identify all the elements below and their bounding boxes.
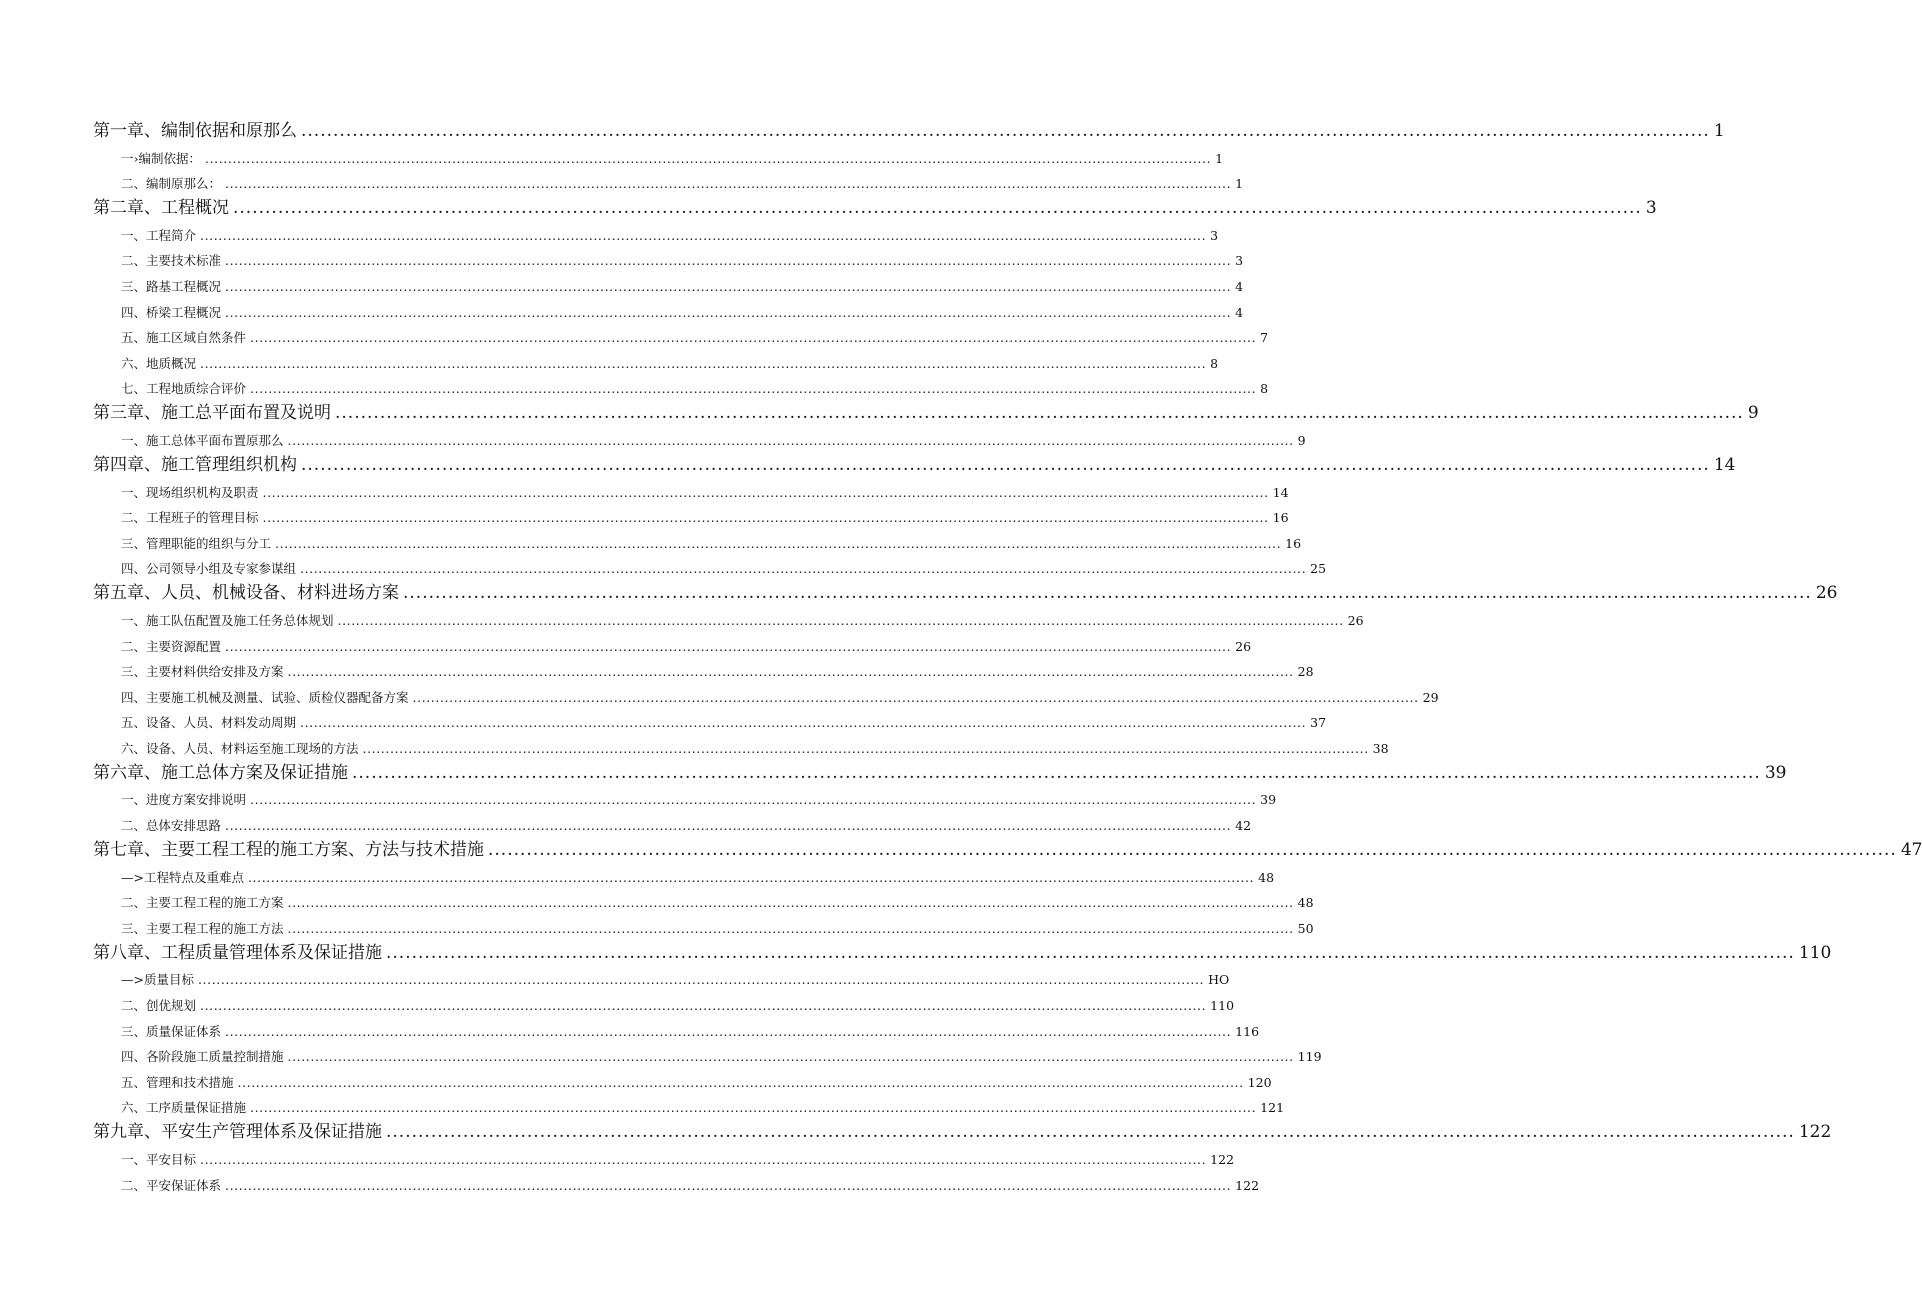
toc-section-entry[interactable] xyxy=(93,681,1439,707)
toc-section-entry[interactable] xyxy=(93,964,1230,990)
toc-entry-title: 三、路基工程概况 xyxy=(121,278,222,294)
toc-section-entry[interactable] xyxy=(93,1092,1285,1118)
dot-leader: ............................................................................................................................................................................................................................ xyxy=(225,176,1232,192)
toc-entry-title: 三、主要工程工程的施工方法 xyxy=(121,920,284,936)
toc-section-entry[interactable] xyxy=(93,630,1252,656)
toc-entry-title: 一、工程简介 xyxy=(121,227,197,243)
toc-entry-title: 二、平安保证体系 xyxy=(121,1177,222,1193)
toc-page-number: 16 xyxy=(1272,510,1289,526)
toc-section-entry[interactable] xyxy=(93,476,1289,502)
toc-page-number: 9 xyxy=(1297,432,1306,448)
toc-page-number: 3 xyxy=(1210,227,1219,243)
toc-section-entry[interactable] xyxy=(93,1066,1272,1092)
toc-page-number: 110 xyxy=(1210,998,1235,1014)
toc-entry-title: 第五章、人员、机械设备、材料进场方案 xyxy=(93,583,399,604)
toc-entry-title: 四、主要施工机械及测量、试验、质检仪器配备方案 xyxy=(121,689,409,705)
toc-entry-title: —>质量目标 xyxy=(121,972,194,988)
toc-entry-title: 二、创优规划 xyxy=(121,998,197,1014)
toc-section-entry[interactable] xyxy=(93,245,1244,271)
toc-page-number: 122 xyxy=(1235,1177,1260,1193)
toc-page-number: 4 xyxy=(1235,278,1244,294)
toc-entry-title: 二、工程班子的管理目标 xyxy=(121,510,259,526)
dot-leader: ............................................................................................................................................................................................................................ xyxy=(301,454,1710,475)
toc-page-number: 1 xyxy=(1235,176,1244,192)
toc-page-number: 48 xyxy=(1297,895,1314,911)
toc-section-entry[interactable] xyxy=(93,1169,1260,1195)
toc-page-number: 120 xyxy=(1247,1074,1272,1090)
toc-entry-title: 第一章、编制依据和原那么 xyxy=(93,121,297,141)
toc-entry-title: 第二章、工程概况 xyxy=(93,198,229,219)
toc-page-number: 116 xyxy=(1235,1023,1260,1039)
toc-page-number: 3 xyxy=(1645,198,1657,219)
toc-chapter-entry[interactable] xyxy=(93,398,1759,424)
toc-section-entry[interactable] xyxy=(93,1015,1260,1041)
toc-chapter-entry[interactable] xyxy=(93,835,1922,861)
dot-leader: ............................................................................................................................................................................................................................ xyxy=(287,1049,1294,1065)
toc-entry-title: 一、施工队伍配置及施工任务总体规划 xyxy=(121,612,334,628)
toc-entry-title: —>工程特点及重难点 xyxy=(121,869,244,885)
dot-leader: ............................................................................................................................................................................................................................ xyxy=(287,432,1294,448)
dot-leader: ............................................................................................................................................................................................................................ xyxy=(237,1074,1244,1090)
toc-section-entry[interactable] xyxy=(93,142,1224,168)
toc-page-number: 37 xyxy=(1310,715,1327,731)
toc-page-number: 47 xyxy=(1900,840,1922,861)
toc-page-number: 8 xyxy=(1260,381,1269,397)
toc-page-number: 8 xyxy=(1210,355,1219,371)
toc-page-number: 42 xyxy=(1235,818,1252,834)
toc-entry-title: 第八章、工程质量管理体系及保证措施 xyxy=(93,942,382,963)
toc-section-entry[interactable] xyxy=(93,707,1327,733)
dot-leader: ............................................................................................................................................................................................................................ xyxy=(225,638,1232,654)
toc-entry-title: 六、设备、人员、材料运至施工现场的方法 xyxy=(121,740,359,756)
toc-section-entry[interactable] xyxy=(93,732,1389,758)
toc-page-number: 119 xyxy=(1297,1049,1322,1065)
toc-entry-title: 一、施工总体平面布置原那么 xyxy=(121,432,284,448)
toc-entry-title: 四、桥梁工程概况 xyxy=(121,304,222,320)
toc-entry-title: 一、进度方案安排说明 xyxy=(121,792,247,808)
toc-section-entry[interactable] xyxy=(93,347,1219,373)
dot-leader: ............................................................................................................................................................................................................................ xyxy=(250,792,1257,808)
toc-entry-title: 一、平安目标 xyxy=(121,1152,197,1167)
dot-leader: ............................................................................................................................................................................................................................ xyxy=(386,942,1795,963)
toc-page-number: 38 xyxy=(1372,740,1389,756)
toc-page-number: 26 xyxy=(1347,612,1364,628)
toc-entry-title: 一、现场组织机构及职责 xyxy=(121,484,259,500)
toc-page-number: 39 xyxy=(1764,762,1787,783)
dot-leader: ............................................................................................................................................................................................................................ xyxy=(197,972,1205,988)
dot-leader: ............................................................................................................................................................................................................................ xyxy=(337,612,1344,628)
toc-entry-title: 第三章、施工总平面布置及说明 xyxy=(93,403,331,424)
toc-section-entry[interactable] xyxy=(93,270,1244,296)
dot-leader: ............................................................................................................................................................................................................................ xyxy=(362,740,1369,756)
toc-entry-title: 二、编制原那么： xyxy=(121,176,222,192)
toc-entry-title: 五、设备、人员、材料发动周期 xyxy=(121,715,297,731)
dot-leader: ............................................................................................................................................................................................................................ xyxy=(225,253,1232,269)
toc-page-number: 9 xyxy=(1747,403,1759,424)
toc-entry-title: 三、管理职能的组织与分工 xyxy=(121,535,272,551)
dot-leader: ............................................................................................................................................................................................................................ xyxy=(250,381,1257,397)
toc-entry-title: 二、主要技术标准 xyxy=(121,253,222,269)
dot-leader: ............................................................................................................................................................................................................................ xyxy=(301,121,1710,141)
dot-leader: ............................................................................................................................................................................................................................ xyxy=(233,198,1642,219)
toc-section-entry[interactable] xyxy=(93,373,1269,399)
toc-entry-title: 二、总体安排思路 xyxy=(121,818,222,834)
toc-page-number: 50 xyxy=(1297,920,1314,936)
toc-page-number: 26 xyxy=(1235,638,1252,654)
toc-section-entry[interactable] xyxy=(93,1041,1322,1067)
toc-section-entry[interactable] xyxy=(93,604,1364,630)
dot-leader: ............................................................................................................................................................................................................................ xyxy=(205,150,1212,166)
toc-page-number: 28 xyxy=(1297,664,1314,680)
dot-leader: ............................................................................................................................................................................................................................ xyxy=(403,583,1812,604)
toc-chapter-entry[interactable] xyxy=(93,578,1838,604)
dot-leader: ............................................................................................................................................................................................................................ xyxy=(262,510,1269,526)
dot-leader: ............................................................................................................................................................................................................................ xyxy=(200,227,1207,243)
toc-section-entry[interactable] xyxy=(93,296,1244,322)
toc-page-number: 39 xyxy=(1260,792,1277,808)
toc-page-number: 122 xyxy=(1798,1122,1832,1143)
toc-page-number: 110 xyxy=(1798,942,1832,963)
toc-page-number: 14 xyxy=(1272,484,1289,500)
dot-leader: ............................................................................................................................................................................................................................ xyxy=(300,561,1307,577)
toc-page-number: 26 xyxy=(1815,583,1838,604)
toc-page-number: 14 xyxy=(1713,454,1736,475)
dot-leader: ............................................................................................................................................................................................................................ xyxy=(200,998,1207,1014)
toc-chapter-entry[interactable] xyxy=(93,193,1657,219)
dot-leader: ............................................................................................................................................................................................................................ xyxy=(262,484,1269,500)
toc-section-entry[interactable] xyxy=(93,809,1252,835)
toc-entry-title: 第四章、施工管理组织机构 xyxy=(93,454,297,475)
dot-leader: ............................................................................................................................................................................................................................ xyxy=(225,1023,1232,1039)
dot-leader: ............................................................................................................................................................................................................................ xyxy=(300,715,1307,731)
toc-chapter-entry[interactable] xyxy=(93,450,1736,476)
toc-page-number: 7 xyxy=(1260,330,1269,346)
toc-chapter-entry[interactable] xyxy=(93,116,1725,142)
toc-entry-title: 二、主要资源配置 xyxy=(121,638,222,654)
dot-leader: ............................................................................................................................................................................................................................ xyxy=(488,840,1897,861)
dot-leader: ............................................................................................................................................................................................................................ xyxy=(287,664,1294,680)
toc-section-entry[interactable] xyxy=(93,912,1314,938)
dot-leader: ............................................................................................................................................................................................................................ xyxy=(287,920,1294,936)
toc-section-entry[interactable] xyxy=(93,989,1235,1015)
dot-leader: ............................................................................................................................................................................................................................ xyxy=(247,869,1255,885)
toc-section-entry[interactable] xyxy=(93,784,1277,810)
toc-page-number: 1 xyxy=(1215,150,1224,166)
dot-leader: ............................................................................................................................................................................................................................ xyxy=(335,403,1744,424)
dot-leader: ............................................................................................................................................................................................................................ xyxy=(275,535,1282,551)
dot-leader: ............................................................................................................................................................................................................................ xyxy=(225,1177,1232,1193)
toc-section-entry[interactable] xyxy=(93,887,1314,913)
toc-entry-title: 五、施工区域自然条件 xyxy=(121,330,247,346)
toc-section-entry[interactable] xyxy=(93,1143,1235,1169)
toc-entry-title: 五、管理和技术措施 xyxy=(121,1074,234,1090)
dot-leader: ............................................................................................................................................................................................................................ xyxy=(225,278,1232,294)
toc-section-entry[interactable] xyxy=(93,502,1289,528)
toc-section-entry[interactable] xyxy=(93,553,1327,579)
toc-entry-title: 第九章、平安生产管理体系及保证措施 xyxy=(93,1122,382,1143)
toc-entry-title: 三、主要材料供给安排及方案 xyxy=(121,664,284,680)
table-of-contents xyxy=(93,116,1922,1195)
toc-entry-title: 第六章、施工总体方案及保证措施 xyxy=(93,762,348,783)
toc-entry-title: 一›编制依据： xyxy=(121,150,201,166)
toc-chapter-entry[interactable] xyxy=(93,938,1832,964)
dot-leader: ............................................................................................................................................................................................................................ xyxy=(250,1100,1257,1116)
toc-chapter-entry[interactable] xyxy=(93,1117,1832,1143)
dot-leader: ............................................................................................................................................................................................................................ xyxy=(225,818,1232,834)
toc-section-entry[interactable] xyxy=(93,168,1244,194)
toc-entry-title: 六、地质概况 xyxy=(121,355,197,371)
toc-section-entry[interactable] xyxy=(93,656,1314,682)
dot-leader: ............................................................................................................................................................................................................................ xyxy=(225,304,1232,320)
toc-entry-title: 三、质量保证体系 xyxy=(121,1023,222,1039)
toc-entry-title: 七、工程地质综合评价 xyxy=(121,381,247,397)
toc-entry-title: 第七章、主要工程工程的施工方案、方法与技术措施 xyxy=(93,840,484,861)
toc-page-number: 3 xyxy=(1235,253,1244,269)
dot-leader: ............................................................................................................................................................................................................................ xyxy=(352,762,1761,783)
toc-entry-title: 四、各阶段施工质量控制措施 xyxy=(121,1049,284,1065)
toc-entry-title: 二、主要工程工程的施工方案 xyxy=(121,895,284,911)
toc-chapter-entry[interactable] xyxy=(93,758,1787,784)
dot-leader: ............................................................................................................................................................................................................................ xyxy=(287,895,1294,911)
toc-page-number: 121 xyxy=(1260,1100,1285,1116)
dot-leader: ............................................................................................................................................................................................................................ xyxy=(200,1152,1207,1167)
toc-section-entry[interactable] xyxy=(93,861,1275,887)
toc-page-number: 1 xyxy=(1713,121,1725,141)
toc-entry-title: 六、工序质量保证措施 xyxy=(121,1100,247,1116)
toc-page-number: 16 xyxy=(1285,535,1302,551)
toc-page-number: 29 xyxy=(1422,689,1439,705)
dot-leader: ............................................................................................................................................................................................................................ xyxy=(412,689,1419,705)
toc-page-number: HO xyxy=(1208,972,1230,988)
dot-leader: ............................................................................................................................................................................................................................ xyxy=(386,1122,1795,1143)
toc-page-number: 48 xyxy=(1258,869,1275,885)
toc-page-number: 4 xyxy=(1235,304,1244,320)
toc-page-number: 122 xyxy=(1210,1152,1235,1167)
toc-section-entry[interactable] xyxy=(93,527,1302,553)
toc-section-entry[interactable] xyxy=(93,322,1269,348)
dot-leader: ............................................................................................................................................................................................................................ xyxy=(200,355,1207,371)
dot-leader: ............................................................................................................................................................................................................................ xyxy=(250,330,1257,346)
toc-section-entry[interactable] xyxy=(93,219,1219,245)
toc-entry-title: 四、公司领导小组及专家参谋组 xyxy=(121,561,297,577)
toc-page-number: 25 xyxy=(1310,561,1327,577)
toc-section-entry[interactable] xyxy=(93,424,1306,450)
